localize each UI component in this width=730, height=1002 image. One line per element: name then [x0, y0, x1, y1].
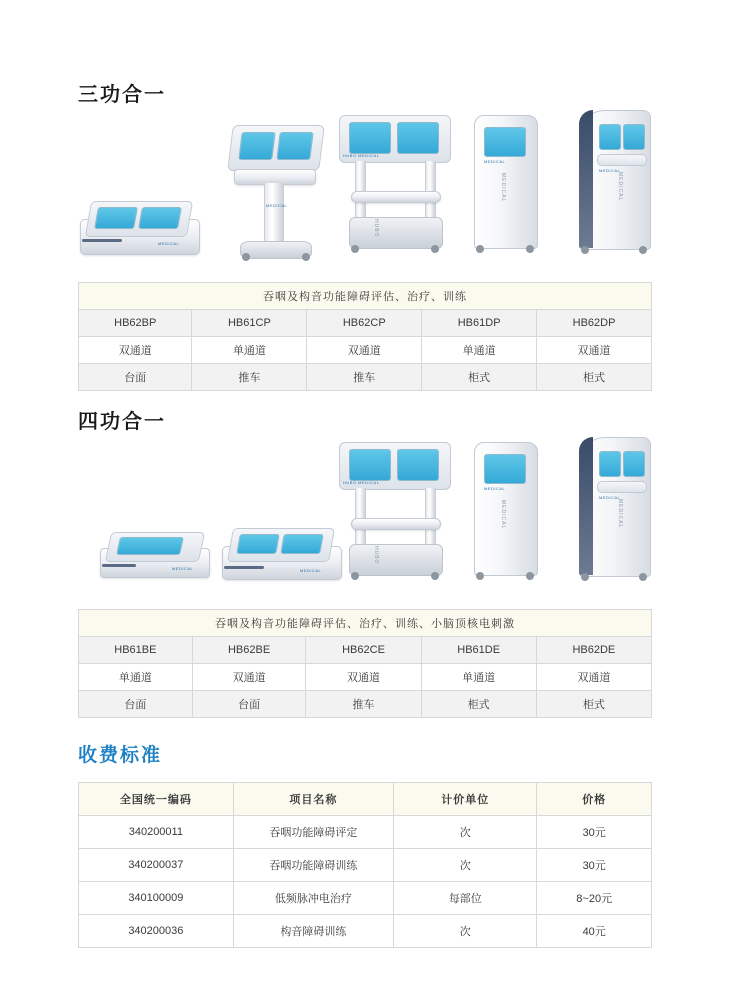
- fee-col-price: 价格: [537, 783, 652, 816]
- fee-price: 30元: [537, 816, 652, 849]
- device-cart-slim: [220, 125, 330, 265]
- table-row: [79, 337, 652, 364]
- table-row: [79, 310, 652, 337]
- fee-unit: 次: [394, 849, 537, 882]
- fee-name: 吞咽功能障碍评定: [233, 816, 393, 849]
- device-cabinet-white: MEDICAL MEDICAL: [460, 442, 550, 592]
- fee-code: 340200011: [79, 816, 234, 849]
- device-cart-wide: HUBO MEDICAL HUBO: [335, 442, 453, 592]
- model-cell: HB61BE: [79, 637, 193, 664]
- table-row: [79, 637, 652, 664]
- channel-cell: 双通道: [537, 337, 652, 364]
- device-brand-label: MEDICAL: [599, 168, 621, 173]
- fee-col-name: 项目名称: [233, 783, 393, 816]
- channel-cell: 单通道: [192, 337, 307, 364]
- table-row: [79, 816, 652, 849]
- spec-table-header-row: [79, 610, 652, 637]
- fee-name: 低频脉冲电治疗: [233, 882, 393, 915]
- spec-table-three-in-one: [78, 282, 652, 391]
- channel-cell: 双通道: [536, 664, 651, 691]
- channel-cell: 双通道: [307, 337, 422, 364]
- product-image-strip-1: [70, 105, 670, 265]
- device-brand-label: HUBO MEDICAL: [343, 480, 380, 485]
- device-brand-label: MEDICAL: [599, 495, 621, 500]
- fee-code: 340200037: [79, 849, 234, 882]
- model-cell: HB62CP: [307, 310, 422, 337]
- table-row: [79, 849, 652, 882]
- fee-code: 340100009: [79, 882, 234, 915]
- model-cell: HB62CE: [306, 637, 421, 664]
- model-cell: HB61CP: [192, 310, 307, 337]
- form-cell: 推车: [307, 364, 422, 391]
- section-title-four-in-one: 四功合一: [78, 411, 166, 433]
- spec-table-header-cell: 吞咽及构音功能障碍评估、治疗、训练、小脑顶核电刺激: [79, 610, 652, 637]
- channel-cell: 双通道: [79, 337, 192, 364]
- fee-price: 40元: [537, 915, 652, 948]
- form-cell: 台面: [192, 691, 306, 718]
- spec-table-header-row: [79, 283, 652, 310]
- form-cell: 柜式: [421, 691, 536, 718]
- device-cabinet-dark: MEDICAL MEDICAL: [565, 110, 665, 265]
- device-cabinet-dark: MEDICAL MEDICAL: [565, 437, 665, 592]
- channel-cell: 双通道: [192, 664, 306, 691]
- form-cell: 柜式: [537, 364, 652, 391]
- device-brand-label: MEDICAL: [158, 241, 180, 246]
- model-cell: HB62DE: [536, 637, 651, 664]
- fee-col-code: 全国统一编码: [79, 783, 234, 816]
- device-brand-label: MEDICAL: [266, 203, 288, 208]
- device-desktop: [80, 195, 200, 255]
- device-brand-label: MEDICAL: [172, 566, 194, 571]
- channel-cell: 单通道: [421, 664, 536, 691]
- device-cart-wide: HUBO MEDICAL HUBO: [335, 115, 453, 265]
- model-cell: HB61DP: [422, 310, 537, 337]
- fee-name: 吞咽功能障碍训练: [233, 849, 393, 882]
- product-image-strip-2: [70, 432, 670, 592]
- table-row: [79, 664, 652, 691]
- form-cell: 台面: [79, 364, 192, 391]
- form-cell: 推车: [306, 691, 421, 718]
- fee-name: 构音障碍训练: [233, 915, 393, 948]
- form-cell: 柜式: [536, 691, 651, 718]
- form-cell: 台面: [79, 691, 193, 718]
- fee-section-title: 收费标准: [78, 745, 163, 766]
- fee-unit: 次: [394, 816, 537, 849]
- device-brand-label: HUBO MEDICAL: [343, 153, 380, 158]
- model-cell: HB62DP: [537, 310, 652, 337]
- device-desktop: [222, 524, 342, 582]
- channel-cell: 双通道: [306, 664, 421, 691]
- fee-unit: 次: [394, 915, 537, 948]
- spec-table-header-cell: 吞咽及构音功能障碍评估、治疗、训练: [79, 283, 652, 310]
- fee-price: 8~20元: [537, 882, 652, 915]
- device-brand-label: MEDICAL: [484, 486, 506, 491]
- fee-code: 340200036: [79, 915, 234, 948]
- device-brand-label: MEDICAL: [300, 568, 322, 573]
- table-row: [79, 364, 652, 391]
- table-row: [79, 882, 652, 915]
- table-row: [79, 915, 652, 948]
- device-desktop-small: [100, 528, 210, 580]
- model-cell: HB62BP: [79, 310, 192, 337]
- form-cell: 柜式: [422, 364, 537, 391]
- table-row: [79, 691, 652, 718]
- spec-table-four-in-one: [78, 609, 652, 718]
- fee-col-unit: 计价单位: [394, 783, 537, 816]
- form-cell: 推车: [192, 364, 307, 391]
- section-title-three-in-one: 三功合一: [78, 84, 166, 106]
- device-cabinet-white: MEDICAL MEDICAL: [460, 115, 550, 265]
- model-cell: HB62BE: [192, 637, 306, 664]
- model-cell: HB61DE: [421, 637, 536, 664]
- fee-table: [78, 782, 652, 948]
- device-brand-label: MEDICAL: [484, 159, 506, 164]
- channel-cell: 单通道: [79, 664, 193, 691]
- fee-price: 30元: [537, 849, 652, 882]
- fee-table-header-row: [79, 783, 652, 816]
- channel-cell: 单通道: [422, 337, 537, 364]
- fee-unit: 每部位: [394, 882, 537, 915]
